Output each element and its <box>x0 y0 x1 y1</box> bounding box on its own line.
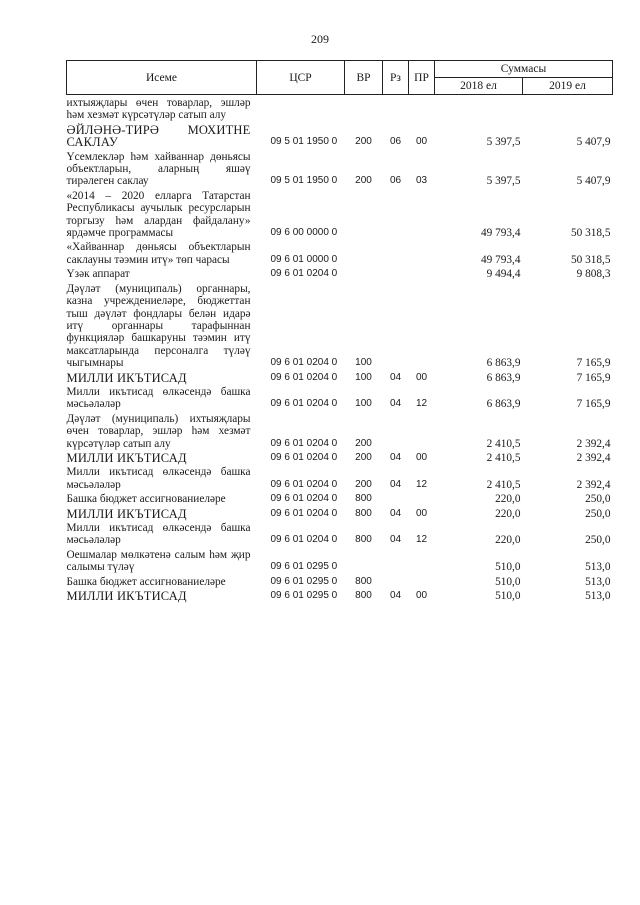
row-pr-code <box>409 266 435 280</box>
row-sum-2018: 510,0 <box>495 575 521 588</box>
header-vr: ВР <box>345 61 383 95</box>
row-sum-2018: 2 410,5 <box>486 478 521 491</box>
row-pr-code: 00 <box>415 371 428 383</box>
row-pr-code <box>409 547 435 574</box>
table-row <box>67 506 613 520</box>
row-csr-code: 09 6 01 0204 0 <box>270 371 338 383</box>
row-rz-code <box>383 266 409 280</box>
row-rz-code: 04 <box>389 398 402 410</box>
row-sum-2019: 7 165,9 <box>576 357 611 370</box>
row-sum-2018: 220,0 <box>495 493 521 506</box>
row-vr-code: 200 <box>355 478 372 490</box>
row-rz-code <box>383 491 409 505</box>
row-csr-code: 09 6 01 0204 0 <box>270 493 338 505</box>
row-rz-code <box>383 188 409 240</box>
row-sum-2019: 2 392,4 <box>576 478 611 491</box>
row-name: Дәүләт (муниципаль) ихтыяҗлары өчен товарлар, эшләр һәм хезмәт күрсәтүләр сатып алу <box>66 412 251 450</box>
row-rz-code: 06 <box>389 175 402 187</box>
table-body <box>67 95 613 603</box>
row-sum-2018: 510,0 <box>495 590 521 603</box>
row-sum-2019: 5 407,9 <box>576 175 611 188</box>
row-vr-code <box>345 266 383 280</box>
row-vr-code: 100 <box>355 398 372 410</box>
row-rz-code <box>383 547 409 574</box>
table-row <box>67 384 613 411</box>
table-row <box>67 95 613 122</box>
row-sum-2019: 50 318,5 <box>570 227 611 240</box>
row-sum-2019: 250,0 <box>585 493 611 506</box>
header-pr: ПР <box>409 61 435 95</box>
row-sum-2019: 250,0 <box>585 534 611 547</box>
row-sum-2018: 6 863,9 <box>486 357 521 370</box>
row-csr-code: 09 6 01 0204 0 <box>270 357 338 369</box>
row-vr-code: 100 <box>355 371 372 383</box>
table-row <box>67 411 613 450</box>
row-rz-code: 04 <box>389 590 402 602</box>
table-row <box>67 122 613 149</box>
table-row <box>67 266 613 280</box>
table-row <box>67 464 613 491</box>
row-csr-code: 09 6 01 0295 0 <box>270 561 338 573</box>
row-sum-2019: 7 165,9 <box>576 371 611 384</box>
row-sum-2019 <box>523 95 613 122</box>
row-vr-code: 200 <box>355 437 372 449</box>
header-name: Исеме <box>67 61 257 95</box>
row-pr-code: 00 <box>415 507 428 519</box>
row-sum-2018: 9 494,4 <box>486 268 521 281</box>
row-sum-2018: 220,0 <box>495 534 521 547</box>
row-rz-code: 04 <box>389 451 402 463</box>
row-name: «Хайваннар дөньясы объектларын саклауны тәэмин итү» төп чарасы <box>66 241 251 266</box>
table-row <box>67 520 613 547</box>
table-row <box>67 450 613 464</box>
row-rz-code <box>383 411 409 450</box>
row-sum-2019: 250,0 <box>585 507 611 520</box>
row-csr-code: 09 6 01 0000 0 <box>270 253 338 265</box>
row-sum-2019: 5 407,9 <box>576 136 611 149</box>
row-name: Милли икътисад өлкәсендә башка мәсьәләләр <box>66 385 251 411</box>
row-vr-code: 200 <box>355 451 372 463</box>
row-csr-code: 09 6 01 0204 0 <box>270 268 338 280</box>
header-csr: ЦСР <box>257 61 345 95</box>
row-sum-2018: 49 793,4 <box>480 227 521 240</box>
row-csr-code: 09 6 01 0295 0 <box>270 575 338 587</box>
row-name: Үзәк аппарат <box>66 268 130 281</box>
row-pr-code <box>409 188 435 240</box>
row-name: МИЛЛИ ИКЪТИСАД <box>66 506 187 521</box>
row-csr-code: 09 6 00 0000 0 <box>270 227 338 239</box>
row-name: МИЛЛИ ИКЪТИСАД <box>66 450 187 465</box>
row-name: Милли икътисад өлкәсендә башка мәсьәләләр <box>66 466 251 491</box>
row-name: Үсемлекләр һәм хайваннар дөньясы объектларын, аларның яшәү тирәлеген саклау <box>66 150 251 188</box>
row-csr-code: 09 6 01 0204 0 <box>270 437 338 449</box>
row-csr-code: 09 6 01 0204 0 <box>270 534 338 546</box>
row-name: Башка бюджет ассигнованиеләре <box>66 493 226 506</box>
row-csr-code <box>257 95 345 122</box>
row-sum-2019: 7 165,9 <box>576 398 611 411</box>
row-sum-2018 <box>435 95 523 122</box>
row-vr-code <box>345 547 383 574</box>
row-pr-code: 00 <box>415 451 428 463</box>
row-sum-2018: 5 397,5 <box>486 136 521 149</box>
row-name: ихтыяҗлары өчен товарлар, эшләр һәм хезмәт күрсәтүләр сатып алу <box>66 97 251 122</box>
row-csr-code: 09 6 01 0204 0 <box>270 478 338 490</box>
row-name: Оешмалар мөлкәтенә салым һәм җир салымы түләү <box>66 548 251 574</box>
row-rz-code <box>383 574 409 588</box>
row-sum-2018: 5 397,5 <box>486 175 521 188</box>
row-pr-code <box>409 574 435 588</box>
row-vr-code: 200 <box>355 136 372 148</box>
row-sum-2018: 6 863,9 <box>486 398 521 411</box>
table-header <box>67 61 613 95</box>
header-year-2019: 2019 ел <box>523 78 613 95</box>
row-vr-code <box>345 188 383 240</box>
row-pr-code <box>409 411 435 450</box>
row-rz-code: 06 <box>389 136 402 148</box>
row-vr-code: 800 <box>355 575 372 587</box>
row-name: Милли икътисад өлкәсендә башка мәсьәләләр <box>66 522 251 547</box>
row-csr-code: 09 6 01 0204 0 <box>270 398 338 410</box>
row-pr-code: 12 <box>415 534 428 546</box>
row-sum-2019: 513,0 <box>585 590 611 603</box>
row-csr-code: 09 5 01 1950 0 <box>270 175 338 187</box>
row-name: МИЛЛИ ИКЪТИСАД <box>66 370 187 385</box>
row-vr-code <box>345 95 383 122</box>
row-csr-code: 09 6 01 0204 0 <box>270 507 338 519</box>
row-vr-code: 800 <box>355 590 372 602</box>
table-row <box>67 588 613 602</box>
row-sum-2019: 50 318,5 <box>570 253 611 266</box>
row-name: Башка бюджет ассигнованиеләре <box>66 575 226 588</box>
row-rz-code: 04 <box>389 371 402 383</box>
row-pr-code <box>409 491 435 505</box>
row-vr-code <box>345 239 383 266</box>
row-sum-2019: 9 808,3 <box>576 268 611 281</box>
header-sums: Суммасы <box>435 61 613 78</box>
row-vr-code: 800 <box>355 507 372 519</box>
row-vr-code: 200 <box>355 175 372 187</box>
row-sum-2019: 2 392,4 <box>576 437 611 450</box>
row-pr-code <box>409 239 435 266</box>
row-sum-2018: 2 410,5 <box>486 437 521 450</box>
budget-table <box>66 60 612 602</box>
page-number: 209 <box>311 32 329 46</box>
row-csr-code: 09 6 01 0204 0 <box>270 451 338 463</box>
row-name: ӘЙЛӘНӘ-ТИРӘ МОХИТНЕ САКЛАУ <box>66 122 251 150</box>
row-pr-code: 00 <box>415 590 428 602</box>
table-row <box>67 574 613 588</box>
row-sum-2018: 2 410,5 <box>486 451 521 464</box>
row-pr-code: 12 <box>415 398 428 410</box>
row-pr-code: 12 <box>415 478 428 490</box>
table-row <box>67 370 613 384</box>
row-rz-code <box>383 95 409 122</box>
row-sum-2018: 220,0 <box>495 507 521 520</box>
row-vr-code: 800 <box>355 534 372 546</box>
row-sum-2019: 513,0 <box>585 575 611 588</box>
header-year-2018: 2018 ел <box>435 78 523 95</box>
row-pr-code: 03 <box>415 175 428 187</box>
row-pr-code: 00 <box>415 136 428 148</box>
row-rz-code: 04 <box>389 534 402 546</box>
row-pr-code <box>409 95 435 122</box>
row-sum-2019: 513,0 <box>585 561 611 574</box>
row-csr-code: 09 5 01 1950 0 <box>270 136 338 148</box>
row-sum-2018: 6 863,9 <box>486 371 521 384</box>
row-rz-code: 04 <box>389 478 402 490</box>
row-name: Дәүләт (муниципаль) органнары, казна учреждениеләре, бюджеттан тыш дәүләт фондлары белән идарә итү органнары тарафыннан функцияләр башкаруны тәэмин итү максатларында персоналга түләү чыгымнары <box>66 282 251 370</box>
row-sum-2019: 2 392,4 <box>576 451 611 464</box>
row-vr-code: 100 <box>355 357 372 369</box>
row-sum-2018: 49 793,4 <box>480 253 521 266</box>
row-rz-code <box>383 239 409 266</box>
table-row <box>67 281 613 370</box>
table-row <box>67 547 613 574</box>
header-rz: Рз <box>383 61 409 95</box>
table-row <box>67 188 613 240</box>
row-sum-2018: 510,0 <box>495 561 521 574</box>
row-name: МИЛЛИ ИКЪТИСАД <box>66 589 187 604</box>
table-row <box>67 149 613 188</box>
row-vr-code: 800 <box>355 493 372 505</box>
row-name: «2014 – 2020 елларга Татарстан Республикасы аучылык ресурсларын торгызу һәм алардан файдалану» ярдәмче программасы <box>66 189 251 240</box>
table-row <box>67 491 613 505</box>
row-csr-code: 09 6 01 0295 0 <box>270 590 338 602</box>
row-pr-code <box>409 281 435 370</box>
row-rz-code: 04 <box>389 507 402 519</box>
table-row <box>67 239 613 266</box>
row-rz-code <box>383 281 409 370</box>
